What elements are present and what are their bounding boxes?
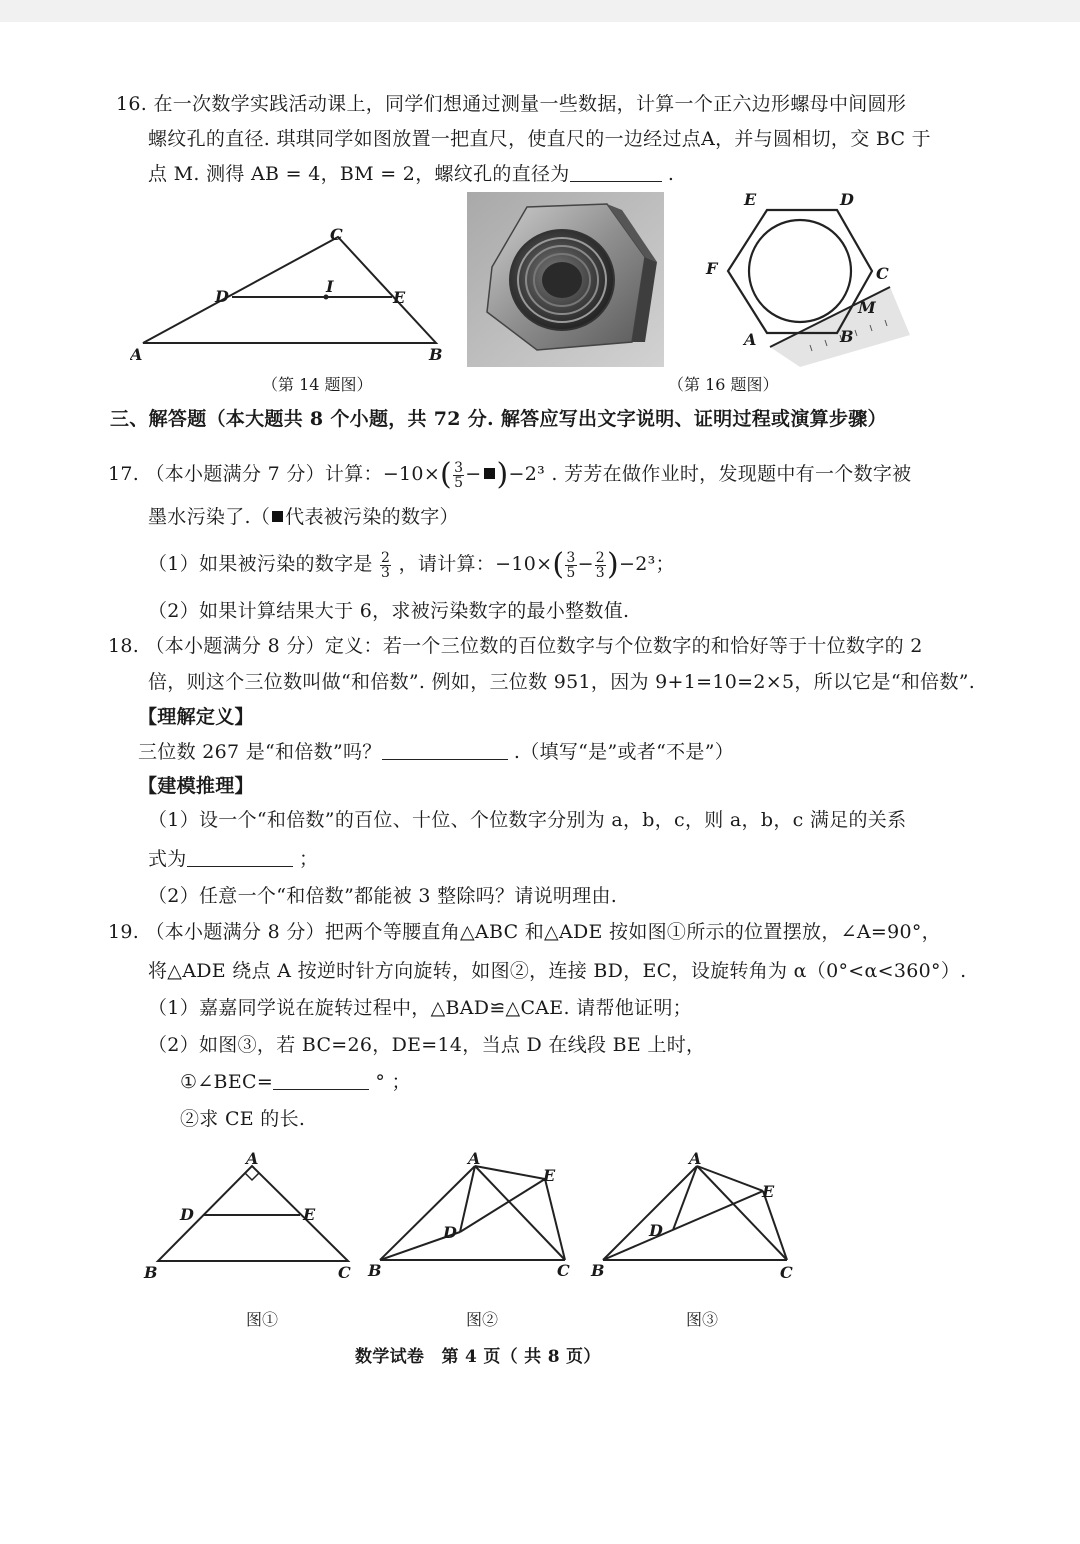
fig14-label-d: D: [215, 287, 229, 306]
q18-relation-blank[interactable]: [187, 848, 293, 867]
q19-sub1: [180, 1068, 411, 1096]
q18-heading-model: 【建模推理】: [138, 775, 254, 797]
q18-part2: （2）任意一个“和倍数”都能被 3 整除吗？请说明理由.: [148, 885, 618, 907]
q18-heading-understand: 【理解定义】: [138, 706, 254, 728]
fig16-label-d: D: [840, 190, 854, 209]
fig14-label-b: B: [429, 345, 443, 364]
fig19-3-label-a: A: [689, 1149, 702, 1168]
page-footer: 数学试卷 第 4 页（ 共 8 页）: [355, 1347, 601, 1367]
q17-line1: 17. （本小题满分 7 分）计算：−10×( $\frac{3}{5}$ − )−2³ . 芳芳在做作业时，发现题中有一个数字被: [108, 457, 912, 492]
q17-part2: （2）如果计算结果大于 6，求被污染数字的最小整数值.: [148, 600, 630, 622]
fig16-label-m: M: [858, 298, 876, 317]
fig16-label-b: B: [840, 327, 854, 346]
fig19-1-label-d: D: [180, 1205, 194, 1224]
q19-part2: （2）如图③，若 BC=26，DE=14，当点 D 在线段 BE 上时，: [148, 1034, 706, 1056]
q18-line1: 18. （本小题满分 8 分）定义：若一个三位数的百位数字与个位数字的和恰好等于十位数字的 2: [108, 635, 923, 657]
ink-blot-square-legend: [272, 511, 283, 522]
q18-part1: （1）设一个“和倍数”的百位、十位、个位数字分别为 a，b，c，则 a，b，c 满足的关系: [148, 809, 907, 831]
q17-line2-text: 墨水污染了.（: [148, 506, 271, 528]
figure-19-2: [360, 1148, 580, 1288]
fig14-label-a: A: [130, 345, 143, 364]
q19-sub1-text: ①∠BEC=: [180, 1071, 274, 1093]
fig14-label-i: I: [326, 277, 334, 296]
q18-part1-c: ；: [292, 848, 319, 870]
figure-19-1: [140, 1148, 360, 1288]
fig19-caption-1: 图①: [246, 1310, 279, 1329]
fig19-caption-3: 图③: [686, 1310, 719, 1329]
q19-sub2: ②求 CE 的长.: [180, 1108, 306, 1130]
fig19-1-label-a: A: [246, 1149, 259, 1168]
fig19-2-label-a: A: [468, 1149, 481, 1168]
q17-fraction-3-5: $\frac{3}{5}$: [454, 459, 464, 491]
q19-part1: （1）嘉嘉同学说在旋转过程中，△BAD≌△CAE. 请帮他证明；: [148, 997, 692, 1019]
fig14-caption: （第 14 题图）: [262, 375, 373, 394]
q17-head: 17. （本小题满分 7 分）计算：−10×: [108, 463, 441, 485]
fig19-3-label-c: C: [780, 1263, 793, 1282]
q17-part1: （1）如果被污染的数字是 $\frac{2}{3}$ ，请计算：−10×( $\frac{3}{5}$ − $\frac{2}{3}$ )−2³；: [148, 547, 675, 582]
ink-blot-square: [484, 468, 495, 479]
q17-mid: −2³ . 芳芳在做作业时，发现题中有一个数字被: [508, 463, 912, 485]
fig16-label-e: E: [744, 190, 757, 209]
fig19-2-label-d: D: [443, 1223, 457, 1242]
fig16-label-c: C: [876, 264, 889, 283]
fig19-1-label-b: B: [144, 1263, 158, 1282]
q18-line2: 倍，则这个三位数叫做“和倍数”. 例如，三位数 951，因为 9+1=10=2×5，所以它是“和倍数”.: [148, 671, 976, 693]
fig19-1-label-e: E: [303, 1205, 316, 1224]
q18-part1-b: 式为: [148, 848, 187, 870]
q17-fraction-2-3: $\frac{2}{3}$: [381, 549, 391, 581]
q19-line1: 19. （本小题满分 8 分）把两个等腰直角△ABC 和△ADE 按如图①所示的位置摆放，∠A=90°，: [108, 921, 941, 943]
fig16-label-f: F: [706, 259, 718, 278]
figure-14: [130, 220, 450, 370]
fig16-circle: [749, 220, 851, 322]
q16-line3: [148, 160, 674, 188]
q16-line1: 16. 在一次数学实践活动课上，同学们想通过测量一些数据，计算一个正六边形螺母中间圆形: [116, 93, 907, 115]
fig19-2-label-b: B: [368, 1261, 382, 1280]
q17-line2-text-b: 代表被污染的数字）: [285, 506, 459, 528]
q17-part1-c: −2³；: [619, 553, 675, 575]
q18-question-text: 三位数 267 是“和倍数”吗？: [138, 741, 382, 763]
hex-nut-photo: [467, 192, 664, 367]
q18-answer-blank[interactable]: [382, 741, 508, 760]
q19-line2: 将△ADE 绕点 A 按逆时针方向旋转，如图②，连接 BD，EC，设旋转角为 α（0°<α<360°）.: [148, 960, 967, 982]
figure-16: [700, 185, 915, 375]
q16-line3-end: .: [661, 163, 675, 185]
fig19-3-label-e: E: [762, 1182, 775, 1201]
section-3-heading: 三、解答题（本大题共 8 个小题，共 72 分. 解答应写出文字说明、证明过程或演算步骤）: [110, 408, 887, 430]
q17-line2: [148, 503, 459, 531]
q18-question: [138, 738, 734, 766]
q18-question-end: .（填写“是”或者“不是”）: [507, 741, 735, 763]
q19-angle-blank[interactable]: [273, 1071, 369, 1090]
fig19-1-label-c: C: [338, 1263, 351, 1282]
q16-line3-text: 点 M. 测得 AB = 4，BM = 2，螺纹孔的直径为: [148, 163, 570, 185]
fig16-caption: （第 16 题图）: [668, 375, 779, 394]
figure-19-3: [585, 1148, 805, 1288]
q17-part1-b: ，请计算：−10×: [398, 553, 553, 575]
fig19-3-label-d: D: [649, 1221, 663, 1240]
q16-line2: 螺纹孔的直径. 琪琪同学如图放置一把直尺，使直尺的一边经过点A，并与圆相切，交 BC 于: [148, 128, 931, 150]
q18-part1-cont: [148, 845, 318, 873]
q19-sub1-end: ° ；: [369, 1071, 411, 1093]
fig19-3-label-b: B: [591, 1261, 605, 1280]
fig14-label-c: C: [330, 225, 343, 244]
q17-part1-a: （1）如果被污染的数字是: [148, 553, 373, 575]
fig14-label-e: E: [393, 288, 406, 307]
fig16-label-a: A: [744, 330, 757, 349]
fig19-2-label-e: E: [543, 1166, 556, 1185]
top-band: [0, 0, 1080, 22]
right-angle-mark: [245, 1173, 259, 1180]
fig19-caption-2: 图②: [466, 1310, 499, 1329]
fig19-2-label-c: C: [557, 1261, 570, 1280]
q16-answer-blank[interactable]: [570, 163, 662, 182]
